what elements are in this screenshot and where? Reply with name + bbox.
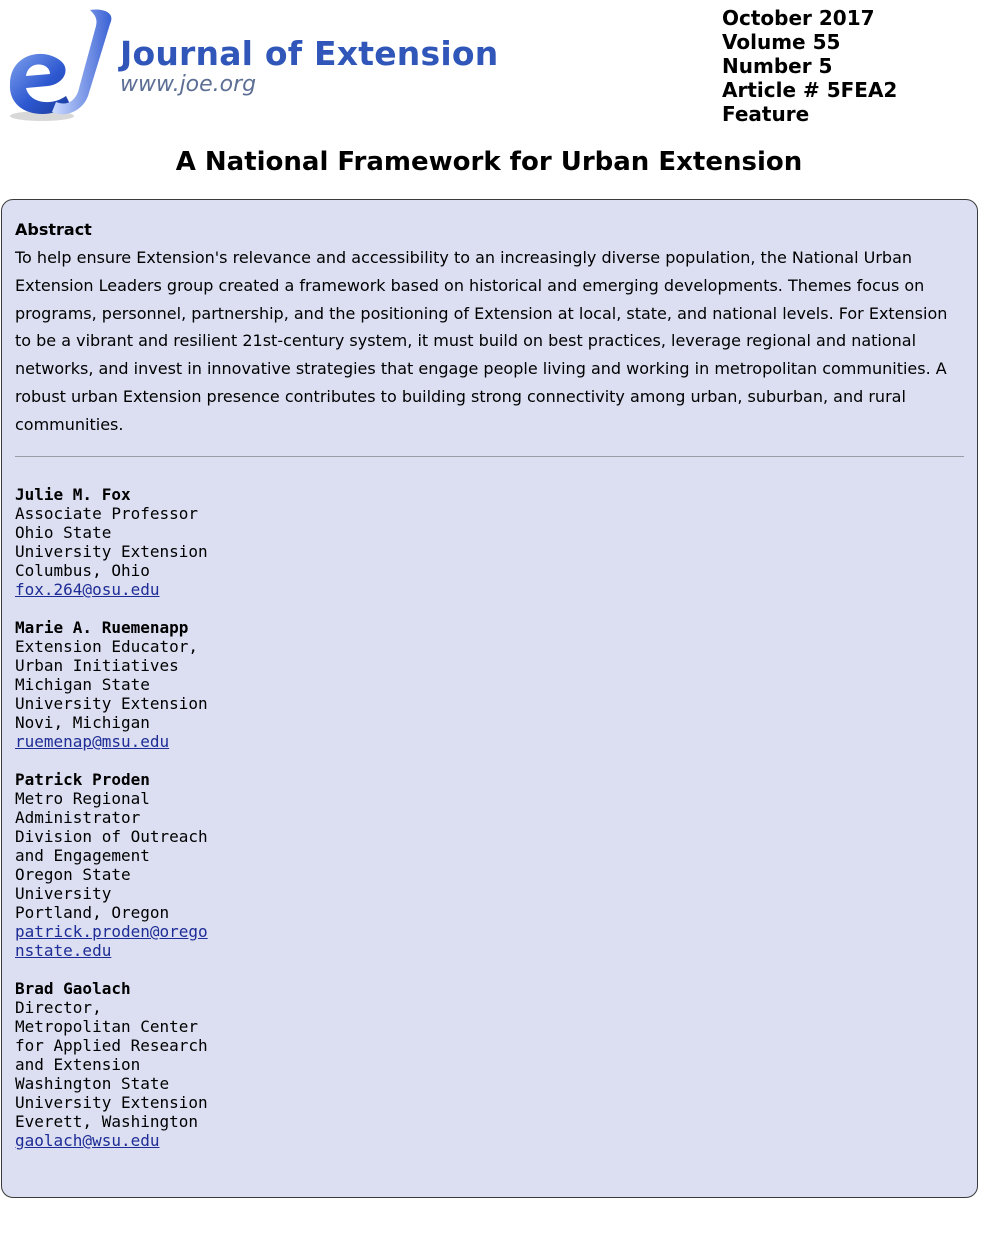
- author-location: Novi, Michigan: [15, 713, 150, 732]
- author-title: Associate Professor: [15, 504, 199, 523]
- author-email-link[interactable]: fox.264@osu.edu: [15, 580, 160, 599]
- author-title: Director, Metropolitan Center for Applied Research and Extension: [15, 998, 208, 1074]
- article-type: Feature: [722, 102, 810, 126]
- author-list: [15, 485, 215, 1169]
- author-organization: Division of Outreach and Engagement Oregon State University: [15, 827, 208, 903]
- issue-volume: Volume 55: [722, 30, 841, 54]
- journal-logo-icon: [4, 4, 120, 124]
- author-entry: [15, 485, 215, 599]
- author-name: Julie M. Fox: [15, 485, 131, 504]
- author-email-link[interactable]: gaolach@wsu.edu: [15, 1131, 160, 1150]
- abstract-text: To help ensure Extension's relevance and accessibility to an increasingly diverse population, the National Urban Extension Leaders group created a framework based on historical and emerging developments. Themes focus on programs, personnel, partnership, and the positioning of Extension at local, state, and national levels. For Extension to be a vibrant and resilient 21st-century system, it must build on best practices, leverage regional and national networks, and invest in innovative strategies that engage people living and working in metropolitan communities. A robust urban Extension presence contributes to building strong connectivity among urban, suburban, and rural communities.: [15, 248, 948, 434]
- author-name: Patrick Proden: [15, 770, 150, 789]
- author-email-link[interactable]: patrick.proden@oregonstate.edu: [15, 922, 208, 960]
- author-email-link[interactable]: ruemenap@msu.edu: [15, 732, 170, 751]
- logo-title: Journal of Extension: [120, 34, 499, 73]
- author-title: Metro Regional Administrator: [15, 789, 150, 827]
- author-location: Columbus, Ohio: [15, 561, 150, 580]
- journal-logo[interactable]: [4, 4, 524, 124]
- author-entry: [15, 618, 215, 751]
- author-entry: [15, 770, 215, 960]
- issue-date: October 2017: [722, 6, 875, 30]
- divider: [15, 456, 964, 457]
- logo-url: www.joe.org: [120, 72, 257, 97]
- author-name: Brad Gaolach: [15, 979, 131, 998]
- author-name: Marie A. Ruemenapp: [15, 618, 189, 637]
- article-panel: [1, 199, 978, 1198]
- article-title: A National Framework for Urban Extension: [175, 147, 803, 177]
- author-organization: Washington State University Extension: [15, 1074, 208, 1112]
- author-entry: [15, 979, 215, 1150]
- author-organization: Ohio State University Extension: [15, 523, 208, 561]
- article-number: Article # 5FEA2: [722, 78, 898, 102]
- author-location: Everett, Washington: [15, 1112, 199, 1131]
- issue-info: [722, 6, 897, 126]
- author-title: Extension Educator, Urban Initiatives: [15, 637, 199, 675]
- issue-number: Number 5: [722, 54, 833, 78]
- author-organization: Michigan State University Extension: [15, 675, 208, 713]
- abstract-heading: Abstract: [15, 220, 92, 239]
- author-location: Portland, Oregon: [15, 903, 170, 922]
